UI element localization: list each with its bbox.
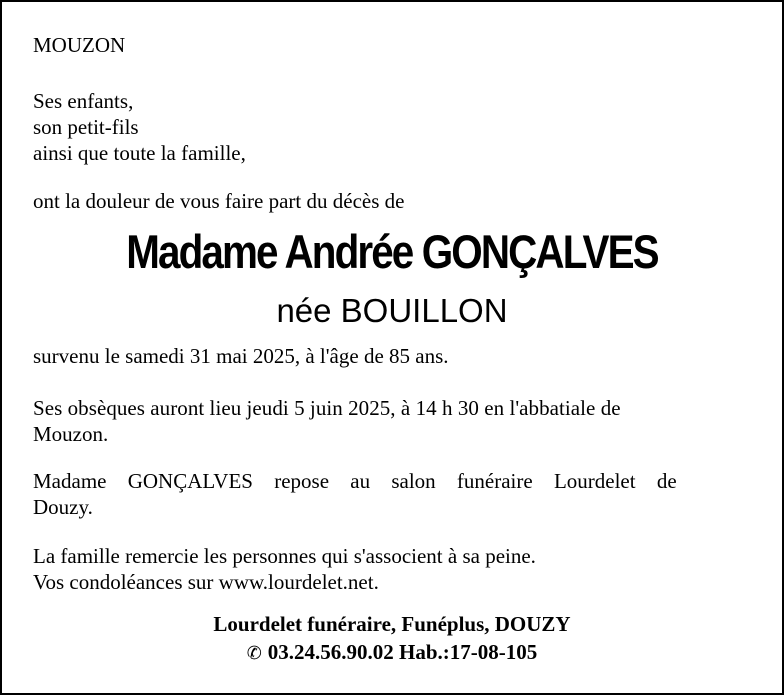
town-heading	[33, 32, 751, 58]
thanks-info	[33, 543, 751, 595]
funeral-line: Mouzon.	[33, 422, 109, 446]
rest-line: Madame GONÇALVES repose au salon funéraire Lourdelet de	[33, 469, 677, 493]
deceased-name: Madame Andrée GONÇALVES	[126, 225, 658, 278]
thanks-line: Vos condoléances sur www.lourdelet.net.	[33, 570, 379, 594]
rest-info	[33, 468, 751, 520]
funeral-info	[33, 395, 751, 447]
maiden-name: née BOUILLON	[276, 292, 508, 329]
phone-icon: ✆	[246, 643, 262, 664]
death-info	[33, 343, 751, 369]
intro-line: ont la douleur de vous faire part du décès de	[33, 189, 405, 213]
family-block	[33, 88, 751, 166]
phone-number: 03.24.56.90.02 Hab.:17-08-105	[267, 640, 538, 664]
funeral-line: Ses obsèques auront lieu jeudi 5 juin 2025, à 14 h 30 en l'abbatiale de	[33, 396, 621, 420]
funeral-home-name: Lourdelet funéraire, Funéplus, DOUZY	[213, 612, 571, 636]
family-line: ainsi que toute la famille,	[33, 141, 246, 165]
thanks-line: La famille remercie les personnes qui s'associent à sa peine.	[33, 544, 536, 568]
family-line: Ses enfants,	[33, 89, 134, 113]
death-line: survenu le samedi 31 mai 2025, à l'âge de 85 ans.	[33, 344, 449, 368]
funeral-home	[2, 610, 782, 668]
town-name: MOUZON	[33, 33, 126, 57]
intro-text	[33, 188, 751, 214]
rest-line: Douzy.	[33, 495, 93, 519]
family-line: son petit-fils	[33, 115, 139, 139]
funeral-home-contact	[2, 638, 782, 668]
